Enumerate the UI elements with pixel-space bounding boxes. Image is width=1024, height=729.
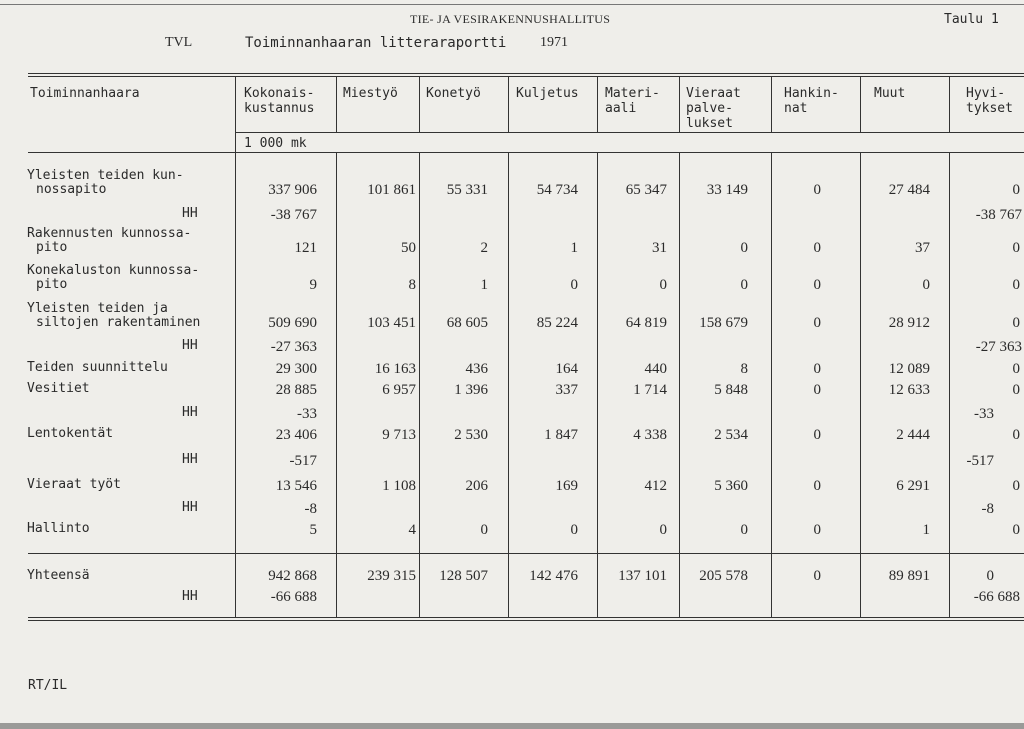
- footer-code: RT/IL: [28, 678, 68, 693]
- table-cell: 0: [1012, 182, 1020, 198]
- table-cell: 101 861: [367, 182, 416, 198]
- col-header-line: tykset: [966, 101, 1013, 116]
- col-divider: [336, 152, 337, 617]
- table-cell: 0: [813, 361, 821, 377]
- totals-label: Yhteensä: [27, 568, 90, 583]
- row-label: Hallinto: [27, 521, 90, 536]
- table-cell: 8: [408, 277, 416, 293]
- col-divider: [860, 152, 861, 617]
- row-label: Vesitiet: [27, 381, 90, 396]
- col-header-line: Kokonais-: [244, 86, 315, 101]
- table-cell: 65 347: [625, 182, 667, 198]
- col-header-transport: Kuljetus: [516, 86, 579, 101]
- table-cell: 6 291: [896, 478, 930, 494]
- table-cell: 0: [570, 522, 578, 538]
- table-cell: 121: [294, 240, 317, 256]
- table-cell: 2 444: [896, 427, 930, 443]
- totals-cell: 205 578: [699, 568, 748, 584]
- row-label: pito: [36, 277, 68, 292]
- table-cell: 5 360: [714, 478, 748, 494]
- row-label: HH: [182, 206, 198, 221]
- table-cell: 0: [570, 277, 578, 293]
- table-cell: 28 885: [275, 382, 317, 398]
- col-header-machine: Konetyö: [426, 86, 481, 101]
- col-divider: [508, 76, 509, 132]
- table-cell: 0: [813, 315, 821, 331]
- table-cell: 13 546: [275, 478, 317, 494]
- table-cell: -8: [981, 501, 994, 517]
- table-cell: 158 679: [699, 315, 748, 331]
- table-number: Taulu 1: [944, 12, 999, 27]
- col-header-line: Vieraat: [686, 86, 741, 101]
- table-cell: 0: [1012, 478, 1020, 494]
- row-label: HH: [182, 338, 198, 353]
- report-title: Toiminnanhaaran litteraraportti: [245, 35, 507, 51]
- table-cell: 0: [1012, 361, 1020, 377]
- table-cell: -33: [974, 406, 994, 422]
- report-year: 1971: [540, 35, 568, 50]
- table-cell: 1 847: [544, 427, 578, 443]
- top-rule: [0, 4, 1024, 5]
- table-cell: 0: [813, 182, 821, 198]
- totals-cell: 0: [986, 568, 994, 584]
- table-cell: -517: [966, 453, 994, 469]
- col-divider: [597, 152, 598, 617]
- agency-name: TIE- JA VESIRAKENNUSHALLITUS: [410, 12, 611, 26]
- col-divider: [419, 76, 420, 132]
- table-cell: 0: [922, 277, 930, 293]
- table-cell: 0: [659, 277, 667, 293]
- table-cell: 0: [813, 277, 821, 293]
- table-cell: 64 819: [625, 315, 667, 331]
- totals-cell: 0: [813, 568, 821, 584]
- table-cell: 0: [1012, 315, 1020, 331]
- table-cell: 4: [408, 522, 416, 538]
- col-header-services: [686, 86, 741, 131]
- table-cell: 169: [555, 478, 578, 494]
- totals-rule: [28, 553, 1024, 554]
- table-cell: 27 484: [888, 182, 930, 198]
- table-cell: 68 605: [446, 315, 488, 331]
- scan-edge: [0, 723, 1024, 729]
- col-divider: [860, 76, 861, 132]
- table-cell: -8: [304, 501, 317, 517]
- col-header-branch: Toiminnanhaara: [30, 86, 140, 101]
- col-header-line: nat: [784, 101, 808, 116]
- totals-cell: 942 868: [268, 568, 317, 584]
- table-cell: 0: [1012, 382, 1020, 398]
- row-label: Teiden suunnittelu: [27, 360, 168, 375]
- row-label: Konekaluston kunnossa-: [27, 263, 200, 278]
- table-cell: -517: [289, 453, 317, 469]
- table-cell: 33 149: [706, 182, 748, 198]
- row-label: Lentokentät: [27, 426, 114, 441]
- table-cell: 6 957: [382, 382, 416, 398]
- table-cell: 0: [1012, 277, 1020, 293]
- table-cell: 54 734: [536, 182, 578, 198]
- table-cell: 2: [480, 240, 488, 256]
- col-divider: [679, 152, 680, 617]
- row-label: Yleisten teiden kun-: [27, 168, 184, 183]
- col-header-line: Hyvi-: [966, 86, 1006, 101]
- table-cell: -38 767: [270, 207, 317, 223]
- table-cell: 0: [1012, 522, 1020, 538]
- totals-cell: 239 315: [367, 568, 416, 584]
- totals-hh-cell: -66 688: [973, 589, 1020, 605]
- table-cell: 5: [309, 522, 317, 538]
- row-label: Rakennusten kunnossa-: [27, 226, 192, 241]
- col-header-procurement: [784, 86, 839, 116]
- table-cell: 1 396: [454, 382, 488, 398]
- row-label: Vieraat työt: [27, 477, 121, 492]
- table-cell: 9 713: [382, 427, 416, 443]
- col-header-line: palve-: [686, 101, 733, 116]
- header-rule: [235, 132, 1024, 133]
- totals-cell: 142 476: [529, 568, 578, 584]
- col-divider: [597, 76, 598, 132]
- table-cell: 206: [465, 478, 488, 494]
- table-cell: 164: [555, 361, 578, 377]
- row-label: HH: [182, 500, 198, 515]
- row-label: pito: [36, 240, 68, 255]
- table-cell: 0: [813, 522, 821, 538]
- col-header-material: [605, 86, 660, 116]
- table-cell: 0: [740, 277, 748, 293]
- col-header-total: [244, 86, 314, 116]
- col-header-line: Materi-: [605, 86, 660, 101]
- table-cell: 12 633: [888, 382, 930, 398]
- table-cell: 103 451: [367, 315, 416, 331]
- col-header-other: Muut: [874, 86, 906, 101]
- table-cell: 23 406: [275, 427, 317, 443]
- totals-hh-label: HH: [182, 589, 198, 604]
- table-cell: 1 108: [382, 478, 416, 494]
- table-cell: 31: [652, 240, 667, 256]
- totals-cell: 89 891: [888, 568, 930, 584]
- table-cell: 16 163: [374, 361, 416, 377]
- table-cell: -33: [297, 406, 317, 422]
- table-cell: 8: [740, 361, 748, 377]
- table-cell: 28 912: [888, 315, 930, 331]
- table-cell: 85 224: [536, 315, 578, 331]
- table-cell: 37: [915, 240, 930, 256]
- org-abbrev: TVL: [165, 35, 193, 50]
- table-cell: 50: [401, 240, 416, 256]
- table-cell: 0: [1012, 240, 1020, 256]
- table-cell: 0: [813, 382, 821, 398]
- table-cell: 440: [644, 361, 667, 377]
- totals-cell: 137 101: [618, 568, 667, 584]
- row-label: HH: [182, 405, 198, 420]
- col-header-line: aali: [605, 101, 637, 116]
- top-double-rule: [28, 73, 1024, 77]
- table-cell: 2 534: [714, 427, 748, 443]
- col-divider: [235, 76, 236, 617]
- table-cell: -38 767: [975, 207, 1022, 223]
- table-cell: 436: [465, 361, 488, 377]
- row-label: Yleisten teiden ja: [27, 301, 168, 316]
- table-cell: 12 089: [888, 361, 930, 377]
- table-cell: 337: [555, 382, 578, 398]
- table-cell: 1: [570, 240, 578, 256]
- table-cell: 412: [644, 478, 667, 494]
- table-cell: 5 848: [714, 382, 748, 398]
- col-header-line: Hankin-: [784, 86, 839, 101]
- table-cell: 0: [740, 522, 748, 538]
- col-divider: [949, 76, 950, 132]
- col-divider: [949, 152, 950, 617]
- table-cell: 1: [922, 522, 930, 538]
- col-header-credits: [966, 86, 1013, 116]
- table-cell: 0: [1012, 427, 1020, 443]
- row-label: nossapito: [36, 182, 107, 197]
- table-cell: 0: [740, 240, 748, 256]
- col-header-line: lukset: [686, 116, 733, 131]
- unit-label: 1 000 mk: [244, 136, 307, 151]
- table-cell: 0: [813, 427, 821, 443]
- totals-cell: 128 507: [439, 568, 488, 584]
- table-cell: 2 530: [454, 427, 488, 443]
- table-cell: 0: [813, 478, 821, 494]
- col-header-line: kustannus: [244, 101, 315, 116]
- table-cell: 55 331: [446, 182, 488, 198]
- row-label: HH: [182, 452, 198, 467]
- table-cell: 509 690: [268, 315, 317, 331]
- table-cell: 1: [480, 277, 488, 293]
- table-cell: 9: [309, 277, 317, 293]
- col-divider: [679, 76, 680, 132]
- table-cell: 0: [813, 240, 821, 256]
- totals-hh-cell: -66 688: [270, 589, 317, 605]
- col-header-labour: Miestyö: [343, 86, 398, 101]
- col-divider: [771, 152, 772, 617]
- unit-rule: [28, 152, 1024, 153]
- col-divider: [336, 76, 337, 132]
- table-cell: 0: [659, 522, 667, 538]
- table-cell: -27 363: [270, 339, 317, 355]
- row-label: siltojen rakentaminen: [36, 315, 201, 330]
- table-cell: 1 714: [633, 382, 667, 398]
- table-cell: 4 338: [633, 427, 667, 443]
- table-cell: -27 363: [975, 339, 1022, 355]
- col-divider: [508, 152, 509, 617]
- col-divider: [419, 152, 420, 617]
- table-cell: 29 300: [275, 361, 317, 377]
- bottom-double-rule: [28, 617, 1024, 621]
- table-cell: 337 906: [268, 182, 317, 198]
- col-divider: [771, 76, 772, 132]
- table-cell: 0: [480, 522, 488, 538]
